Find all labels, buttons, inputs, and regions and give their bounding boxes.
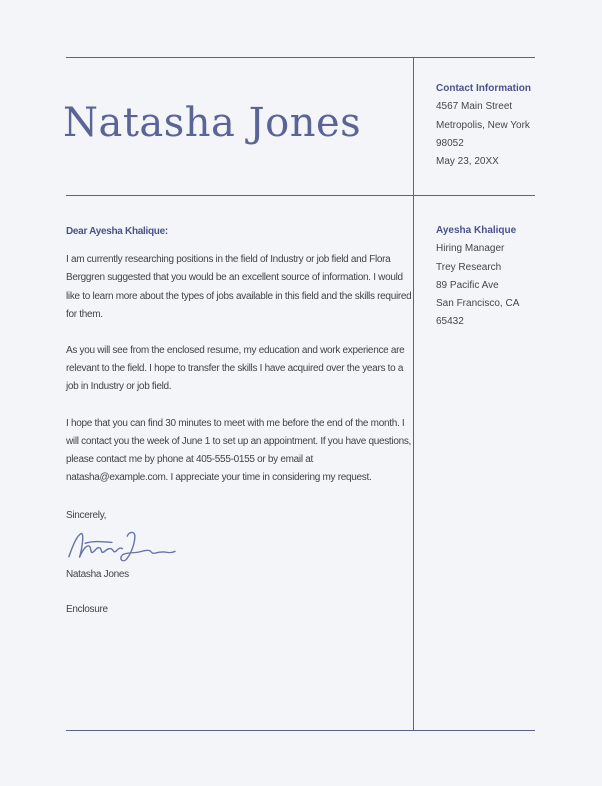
bottom-divider-line xyxy=(66,730,535,731)
letter-body xyxy=(66,223,413,619)
letter-date: May 23, 20XX xyxy=(436,156,499,168)
recipient-street-line: 89 Pacific Ave xyxy=(436,279,499,291)
letter-paragraph-2: As you will see from the enclosed resume, my education and work experience are relevant to the field. I hope to transfer the skills I have acquired over the years to a job in Industry or job field. xyxy=(66,345,405,393)
recipient-zip-line: 65432 xyxy=(436,316,464,328)
letter-paragraph-3: I hope that you can find 30 minutes to meet with me before the end of the month. I will contact you the week of June 1 to set up an appointment. If you have questions, please contact me by phone at 405-555-0155 or by email at natasha@example.com. I appreciate your time in considering my request. xyxy=(66,417,412,484)
contact-street-line: 4567 Main Street xyxy=(436,101,513,113)
recipient-title-line: Hiring Manager xyxy=(436,243,505,255)
recipient-company-line: Trey Research xyxy=(436,261,502,273)
sender-name-heading: Natasha Jones xyxy=(63,100,362,146)
column-divider-line xyxy=(413,57,414,731)
signed-name: Natasha Jones xyxy=(66,568,129,580)
top-divider-line xyxy=(66,57,535,58)
recipient-city-line: San Francisco, CA xyxy=(436,298,520,310)
contact-info-heading: Contact Information xyxy=(436,83,531,94)
contact-info-block xyxy=(436,80,591,171)
recipient-name: Ayesha Khalique xyxy=(436,225,517,236)
letter-paragraph-1: I am currently researching positions in the field of Industry or job field and Flora Berggren suggested that you would be an excellent source of information. I would like to learn more about the types of jobs available in this field and the skills required for them. xyxy=(66,254,412,320)
recipient-block xyxy=(436,222,591,332)
signature-stroke xyxy=(69,532,175,560)
enclosure-note: Enclosure xyxy=(66,603,108,615)
contact-city-line: Metropolis, New York xyxy=(436,119,530,131)
contact-zip-line: 98052 xyxy=(436,137,464,149)
signature-image xyxy=(66,529,176,563)
closing-line: Sincerely, xyxy=(66,510,107,522)
header-divider-line xyxy=(66,195,535,196)
salutation: Dear Ayesha Khalique: xyxy=(66,226,168,237)
